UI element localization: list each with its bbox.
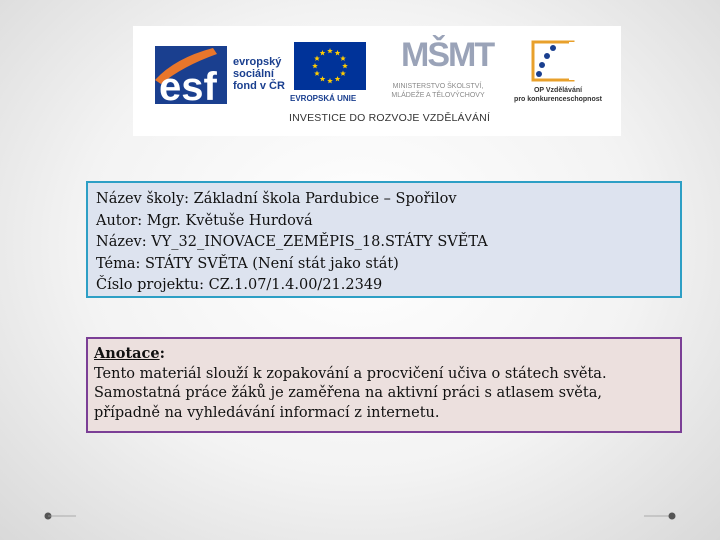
school-name: Název školy: Základní škola Pardubice – Spořilov bbox=[96, 191, 457, 207]
msmt-letters: MŠMT bbox=[401, 36, 494, 74]
op-logo bbox=[505, 38, 611, 108]
topic: Téma: STÁTY SVĚTA (Není stát jako stát) bbox=[96, 255, 399, 272]
op-caption bbox=[505, 86, 611, 104]
right-decoration-icon bbox=[642, 512, 680, 520]
esf-caption-line: fond v ČR bbox=[233, 80, 285, 92]
op-caption-line: OP Vzdělávání bbox=[533, 87, 583, 94]
esf-caption-line: evropský bbox=[233, 56, 282, 68]
info-box bbox=[86, 181, 682, 298]
msmt-caption bbox=[373, 82, 503, 100]
project-number: Číslo projektu: CZ.1.07/1.4.00/21.2349 bbox=[96, 277, 383, 293]
esf-caption bbox=[233, 56, 285, 92]
author: Autor: Mgr. Květuše Hurdová bbox=[96, 212, 313, 229]
eu-flag-icon bbox=[294, 42, 366, 90]
annotation-line: Samostatná práce žáků je zaměřena na aktivní práci s atlasem světa, bbox=[94, 385, 602, 401]
annotation-heading bbox=[94, 344, 674, 365]
annotation-line: případně na vyhledávání informací z internetu. bbox=[94, 404, 440, 421]
left-decoration-icon bbox=[40, 512, 78, 520]
material-name: Název: VY_32_INOVACE_ZEMĚPIS_18.STÁTY SVĚTA bbox=[96, 234, 488, 250]
esf-caption-line: sociální bbox=[233, 68, 274, 80]
eu-logo bbox=[290, 42, 370, 108]
msmt-logo bbox=[373, 36, 503, 108]
annotation-box bbox=[86, 337, 682, 433]
msmt-caption-line: MLÁDEŽE A TĚLOVÝCHOVY bbox=[391, 92, 485, 99]
op-emblem-icon bbox=[529, 38, 581, 84]
esf-letters: esf bbox=[159, 65, 217, 109]
annotation-title: Anotace bbox=[94, 345, 160, 362]
esf-logo bbox=[155, 40, 285, 110]
annotation-line: Tento materiál slouží k zopakování a procvičení učiva o státech světa. bbox=[94, 365, 607, 382]
slogan: INVESTICE DO ROZVOJE VZDĚLÁVÁNÍ bbox=[289, 112, 491, 124]
logo-banner bbox=[133, 26, 621, 136]
msmt-caption-line: MINISTERSTVO ŠKOLSTVÍ, bbox=[392, 83, 484, 90]
eu-caption: EVROPSKÁ UNIE bbox=[290, 94, 357, 103]
annotation-colon: : bbox=[159, 345, 165, 362]
op-caption-line: pro konkurenceschopnost bbox=[514, 96, 602, 103]
